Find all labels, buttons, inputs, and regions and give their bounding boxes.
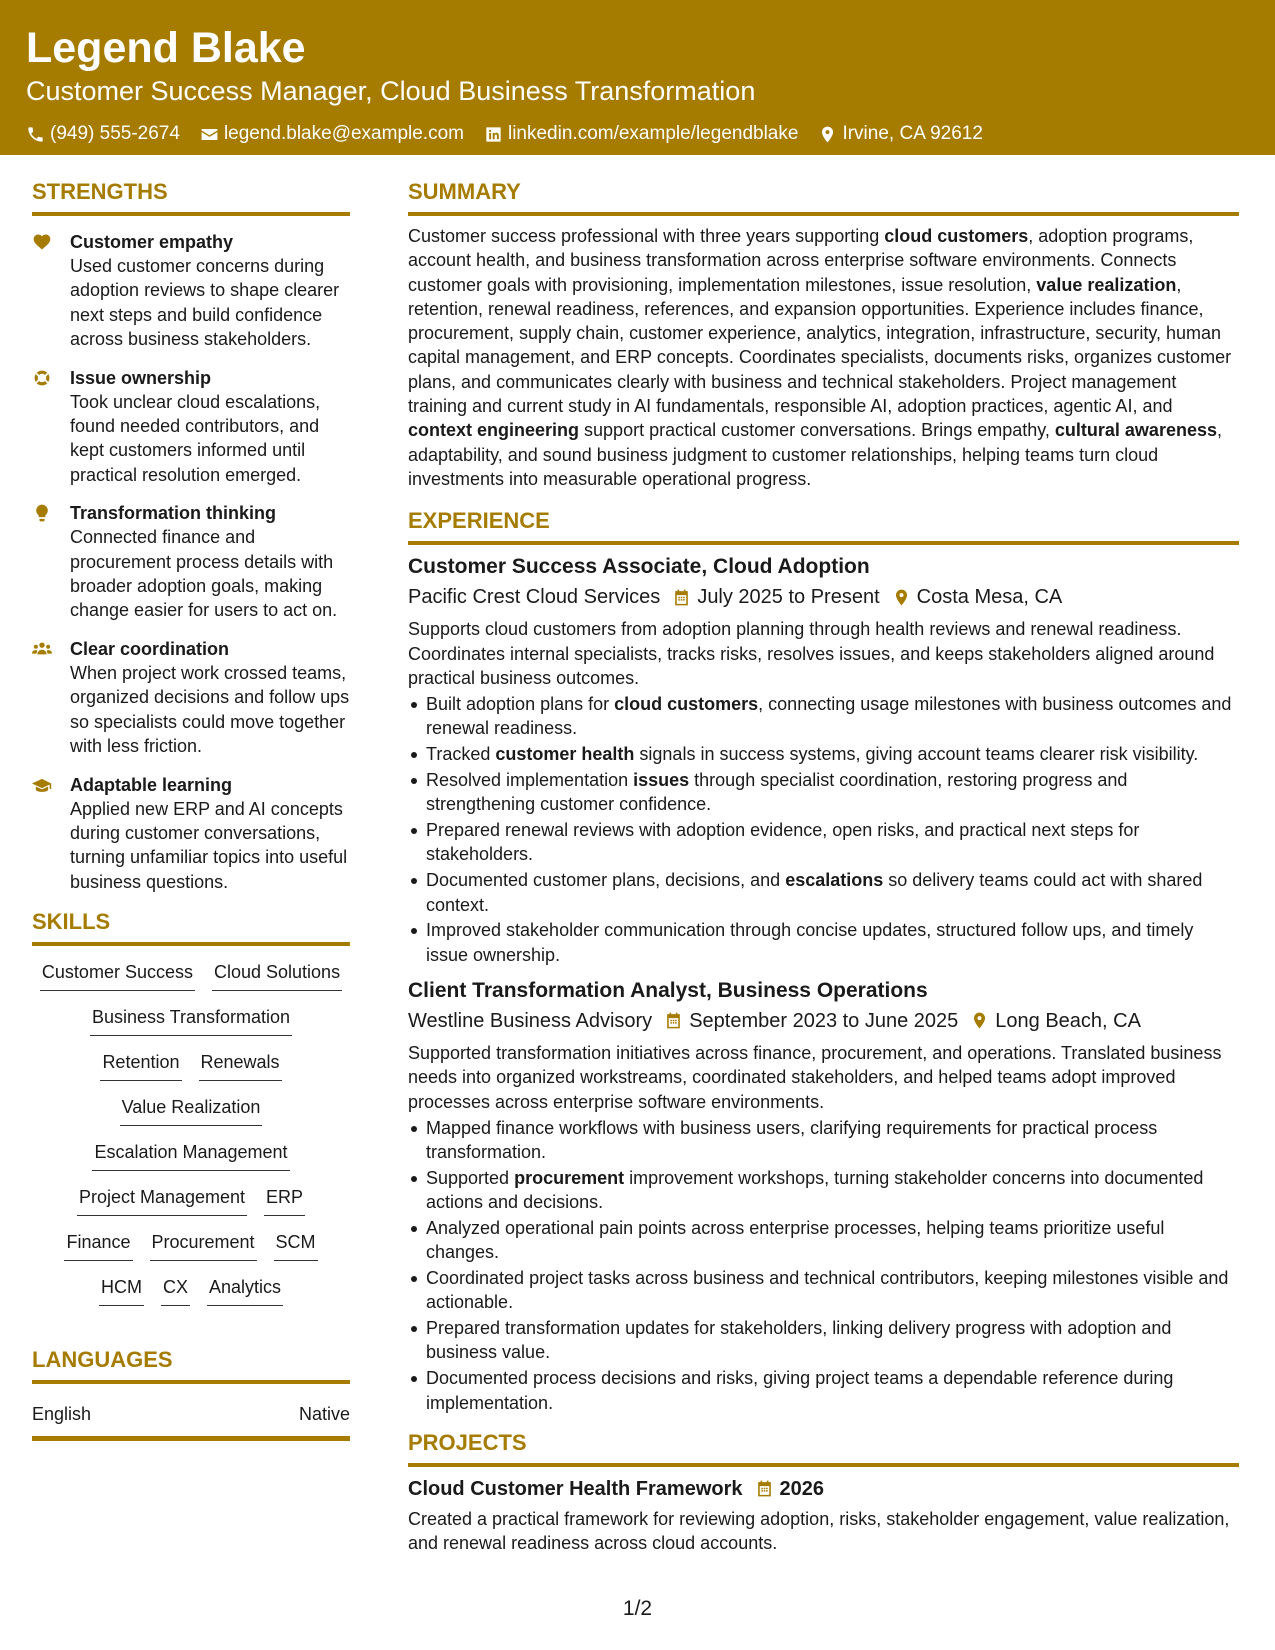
job-company: Westline Business Advisory <box>408 1009 653 1032</box>
job-location: Costa Mesa, CA <box>916 586 1063 609</box>
languages-heading: LANGUAGES <box>32 1346 350 1384</box>
candidate-headline: Customer Success Manager, Cloud Business Transformation <box>26 76 756 106</box>
project-title: Cloud Customer Health Framework <box>408 1477 743 1500</box>
summary-highlight: cultural awareness <box>1054 420 1217 441</box>
contact-email-text: legend.blake@example.com <box>223 123 464 144</box>
project-description: Created a practical framework for reviewing adoption, risks, stakeholder engagement, value realization, and renewal readiness across cloud accounts. <box>408 1508 1230 1554</box>
calendar-icon <box>755 1479 774 1498</box>
skill-tag: Business Transformation <box>90 1005 292 1036</box>
contact-location-text: Irvine, CA 92612 <box>842 123 983 144</box>
bullet-text: Resolved implementation <box>426 770 634 791</box>
skill-tag: SCM <box>274 1230 318 1261</box>
candidate-name: Legend Blake <box>26 24 306 72</box>
job-bullet <box>408 1266 1239 1315</box>
bullet-text: Coordinated project tasks across business and technical contributors, keeping milestones visible and actionable. <box>426 1268 1229 1313</box>
job-bullets <box>408 692 1239 967</box>
strength-item <box>32 501 350 623</box>
skills-heading: SKILLS <box>32 908 350 946</box>
job-title: Customer Success Associate, Cloud Adoption <box>408 555 870 579</box>
summary-highlight: cloud customers <box>884 226 1029 246</box>
contact-phone-text: (949) 555-2674 <box>50 123 180 144</box>
bullet-highlight: customer health <box>495 744 635 765</box>
strength-title: Issue ownership <box>70 367 212 388</box>
lightbulb-icon <box>32 503 52 523</box>
right-column <box>408 178 1239 1555</box>
location-pin-icon <box>892 588 911 607</box>
bullet-highlight: cloud customers <box>614 694 759 715</box>
bullet-text: Built adoption plans for <box>426 694 615 715</box>
contact-linkedin[interactable] <box>484 122 798 146</box>
strength-title: Clear coordination <box>70 638 230 659</box>
job-bullet <box>408 1216 1239 1265</box>
strength-desc: When project work crossed teams, organized decisions and follow ups so specialists could move together with less friction. <box>70 662 350 757</box>
language-item <box>32 1402 350 1441</box>
job-title: Client Transformation Analyst, Business Operations <box>408 978 928 1002</box>
skills-row <box>99 1275 283 1320</box>
job-bullet <box>408 768 1239 817</box>
strength-desc: Took unclear cloud escalations, found needed contributors, and kept customers informed until practical resolution emerged. <box>70 391 321 485</box>
skill-tag: CX <box>161 1275 190 1306</box>
skills-row <box>90 1005 292 1050</box>
summary-text: , adaptability, and sound business judgment to customer relationships, helping teams turn cloud investments into measurable operational progress. <box>408 420 1223 489</box>
bullet-text: signals in success systems, giving account teams clearer risk visibility. <box>634 744 1199 765</box>
strength-title: Customer empathy <box>70 232 234 252</box>
project-year: 2026 <box>779 1477 825 1500</box>
language-name: English <box>32 1404 92 1425</box>
job-company: Pacific Crest Cloud Services <box>408 586 661 609</box>
job-bullet <box>408 1366 1239 1415</box>
bullet-highlight: procurement <box>514 1167 625 1188</box>
strength-desc: Applied new ERP and AI concepts during customer conversations, turning unfamiliar topics into useful business questions. <box>70 798 348 892</box>
summary-text: support practical customer conversations. Brings empathy, <box>579 420 1055 441</box>
job-location: Long Beach, CA <box>995 1009 1141 1032</box>
skill-tag: Cloud Solutions <box>212 960 342 991</box>
project-title-row <box>408 1475 1239 1503</box>
skills-list <box>32 960 350 1320</box>
job-bullet <box>408 1316 1239 1365</box>
bullet-highlight: issues <box>633 770 690 791</box>
strength-item <box>32 230 350 352</box>
job-bullet <box>408 868 1239 917</box>
skill-tag: Renewals <box>199 1050 282 1081</box>
job-bullet <box>408 918 1239 967</box>
summary-text <box>408 224 1239 491</box>
skill-tag: Analytics <box>207 1275 283 1306</box>
strengths-heading: STRENGTHS <box>32 178 350 216</box>
bullet-text: Mapped finance workflows with business users, clarifying requirements for practical process transformation. <box>426 1117 1158 1163</box>
phone-icon <box>26 125 45 144</box>
envelope-icon <box>200 125 219 144</box>
job-entry <box>408 977 1239 1415</box>
summary-text: Customer success professional with three years supporting <box>408 226 885 246</box>
graduation-cap-icon <box>32 775 52 795</box>
bullet-text: Supported <box>426 1167 515 1188</box>
summary-text: , adoption programs, account health, and business transformation across enterprise software environments. Connects customer goals with provisioning, implementation milestones, issue resolution, <box>408 226 1194 295</box>
bullet-text: Documented process decisions and risks, giving project teams a dependable reference during implementation. <box>426 1368 1174 1413</box>
heart-icon <box>32 232 52 252</box>
job-bullet <box>408 818 1239 867</box>
strength-title: Transformation thinking <box>70 503 277 524</box>
page-number: 1/2 <box>622 1597 653 1620</box>
bullet-text: improvement workshops, turning stakeholder concerns into documented actions and decisions. <box>426 1167 1204 1213</box>
summary-text: , retention, renewal readiness, references, and expansion opportunities. Experience includes finance, procurement, supply chain, customer experience, analytics, integration, infrastructure, security, human capital management, and ERP concepts. Coordinates specialists, documents risks, organizes customer plans, and communicates clearly with business and technical stakeholders. Project management training and current study in AI fundamentals, responsible AI, adoption practices, agentic AI, and <box>408 274 1232 417</box>
skill-tag: Customer Success <box>40 960 195 991</box>
bullet-text: Improved stakeholder communication through concise updates, structured follow ups, and timely issue ownership. <box>426 920 1194 965</box>
skill-tag: Finance <box>64 1230 132 1261</box>
strength-desc: Connected finance and procurement process details with broader adoption goals, making change easier for users to act on. <box>70 527 338 621</box>
skill-tag: ERP <box>264 1185 305 1216</box>
location-pin-icon <box>818 125 837 144</box>
bullet-text: Tracked <box>426 744 496 765</box>
skills-row <box>92 1140 289 1185</box>
project-entry <box>408 1475 1239 1556</box>
job-bullets <box>408 1116 1239 1415</box>
bullet-text: Documented customer plans, decisions, and <box>426 870 786 891</box>
left-column <box>32 178 350 1441</box>
contact-linkedin-text: linkedin.com/example/legendblake <box>507 123 799 144</box>
skill-tag: HCM <box>99 1275 144 1306</box>
bullet-text: so delivery teams could act with shared context. <box>426 870 1203 915</box>
skill-tag: Value Realization <box>120 1095 263 1126</box>
strength-desc: Used customer concerns during adoption reviews to shape clearer next steps and build confidence across business stakeholders. <box>70 256 340 350</box>
contact-location <box>818 122 982 146</box>
resume-header <box>0 0 1275 155</box>
job-meta <box>408 1007 1239 1035</box>
contact-email[interactable] <box>200 122 464 146</box>
bullet-text: , connecting usage milestones with business outcomes and renewal readiness. <box>426 694 1232 739</box>
job-bullet <box>408 692 1239 741</box>
job-bullet <box>408 1166 1239 1215</box>
skill-tag: Project Management <box>77 1185 247 1216</box>
job-description: Supported transformation initiatives across finance, procurement, and operations. Translated business needs into organized workstreams, coordinated stakeholders, and helped teams adopt improved processes across enterprise software environments. <box>408 1042 1222 1112</box>
bullet-text: through specialist coordination, restoring progress and strengthening customer confidence. <box>426 770 1128 815</box>
strength-item <box>32 637 350 759</box>
contact-bar <box>26 122 1249 146</box>
job-description: Supports cloud customers from adoption planning through health reviews and renewal readiness. Coordinates internal specialists, tracks risks, resolves issues, and keeps stakeholders aligned around practical business outcomes. <box>408 619 1215 688</box>
linkedin-icon <box>484 125 503 144</box>
summary-heading: SUMMARY <box>408 178 1239 216</box>
skill-tag: Procurement <box>150 1230 257 1261</box>
skills-row <box>77 1185 305 1230</box>
job-bullet <box>408 1116 1239 1165</box>
strength-title: Adaptable learning <box>70 774 233 795</box>
contact-phone[interactable] <box>26 122 180 146</box>
location-pin-icon <box>970 1011 989 1030</box>
experience-heading: EXPERIENCE <box>408 507 1239 545</box>
skills-row <box>120 1095 263 1140</box>
calendar-icon <box>664 1011 683 1030</box>
bullet-highlight: escalations <box>785 870 884 891</box>
calendar-icon <box>672 588 691 607</box>
bullet-text: Prepared transformation updates for stakeholders, linking delivery progress with adoption and business value. <box>426 1318 1172 1363</box>
bullet-text: Analyzed operational pain points across enterprise processes, helping teams prioritize useful changes. <box>426 1218 1165 1263</box>
skill-tag: Escalation Management <box>92 1140 289 1171</box>
job-bullet <box>408 742 1239 766</box>
skills-row <box>100 1050 281 1095</box>
job-meta <box>408 583 1239 611</box>
projects-heading: PROJECTS <box>408 1429 1239 1467</box>
skills-row <box>40 960 342 1005</box>
summary-highlight: context engineering <box>408 420 580 441</box>
strengths-list <box>32 230 350 894</box>
language-level: Native <box>298 1404 350 1425</box>
summary-highlight: value realization <box>1036 274 1177 295</box>
users-icon <box>32 639 52 659</box>
life-ring-icon <box>32 368 52 388</box>
job-entry <box>408 553 1239 967</box>
strength-item <box>32 366 350 488</box>
job-dates: July 2025 to Present <box>697 586 880 609</box>
bullet-text: Prepared renewal reviews with adoption evidence, open risks, and practical next steps for stakeholders. <box>426 820 1140 865</box>
skills-row <box>64 1230 317 1275</box>
skill-tag: Retention <box>100 1050 181 1081</box>
strength-item <box>32 773 350 895</box>
job-dates: September 2023 to June 2025 <box>689 1009 959 1032</box>
